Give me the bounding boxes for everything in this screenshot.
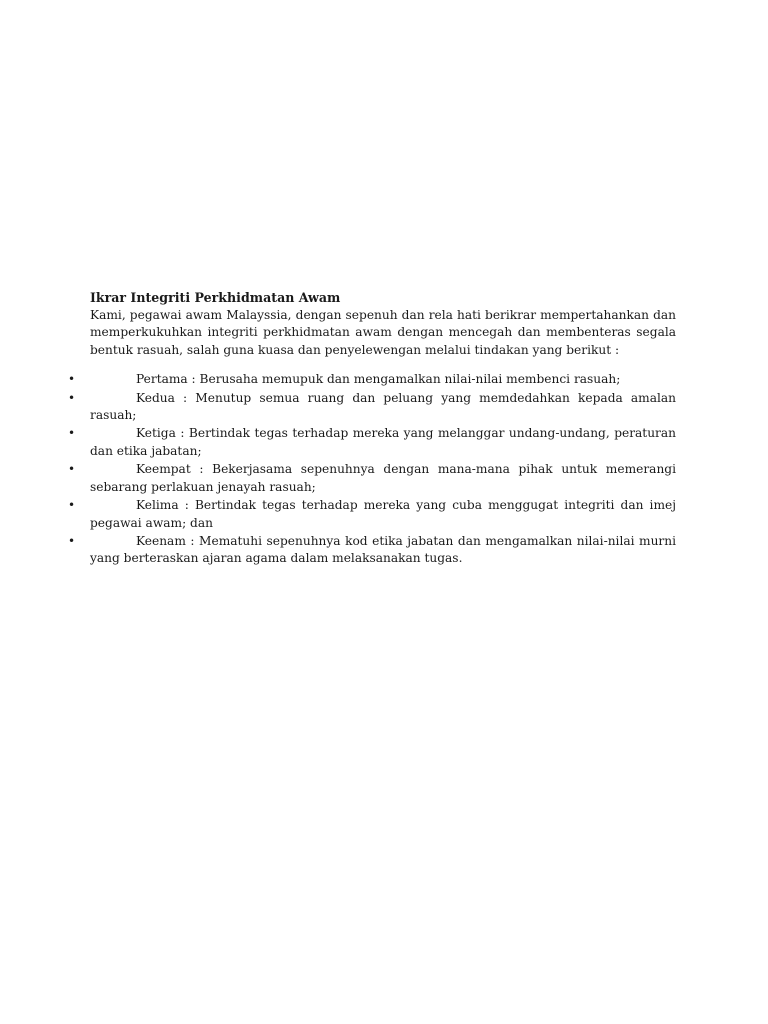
list-item [68,371,676,389]
pledge-text: Ketiga : Bertindak tegas terhadap mereka yang melanggar undang-undang, peraturan dan etika jabatan; [90,426,676,458]
pledge-text: Kedua : Menutup semua ruang dan peluang yang memdedahkan kepada amalan rasuah; [90,390,676,423]
document-title: Ikrar Integriti Perkhidmatan Awam [90,290,341,305]
document-body [68,289,676,568]
intro-paragraph: Kami, pegawai awam Malayssia, dengan sepenuh dan rela hati berikrar mempertahankan dan memperkukuhkan integriti perkhidmatan awam dengan mencegah dan membenteras segala bentuk rasuah, salah guna kuasa dan penyelewengan melalui tindakan yang berikut : [90,307,676,357]
list-item [68,533,676,568]
pledge-text: Kelima : Bertindak tegas terhadap mereka yang cuba menggugat integriti dan imej pegawai awam; dan [90,497,676,530]
pledge-text: Pertama : Berusaha memupuk dan mengamalkan nilai-nilai membenci rasuah; [136,372,621,387]
list-item [68,461,676,496]
bullet-icon: • [68,497,76,512]
list-item [68,425,676,460]
bullet-icon: • [68,372,76,387]
pledge-list [68,371,676,568]
bullet-icon: • [68,390,76,405]
list-item [68,497,676,532]
bullet-icon: • [68,426,76,441]
bullet-icon: • [68,462,76,477]
list-item [68,390,676,425]
bullet-icon: • [68,533,76,548]
pledge-text: Keenam : Mematuhi sepenuhnya kod etika jabatan dan mengamalkan nilai-nilai murni yang berteraskan ajaran agama dalam melaksanakan tugas. [90,533,676,566]
pledge-text: Keempat : Bekerjasama sepenuhnya dengan mana-mana pihak untuk memerangi sebarang perlakuan jenayah rasuah; [90,462,676,494]
